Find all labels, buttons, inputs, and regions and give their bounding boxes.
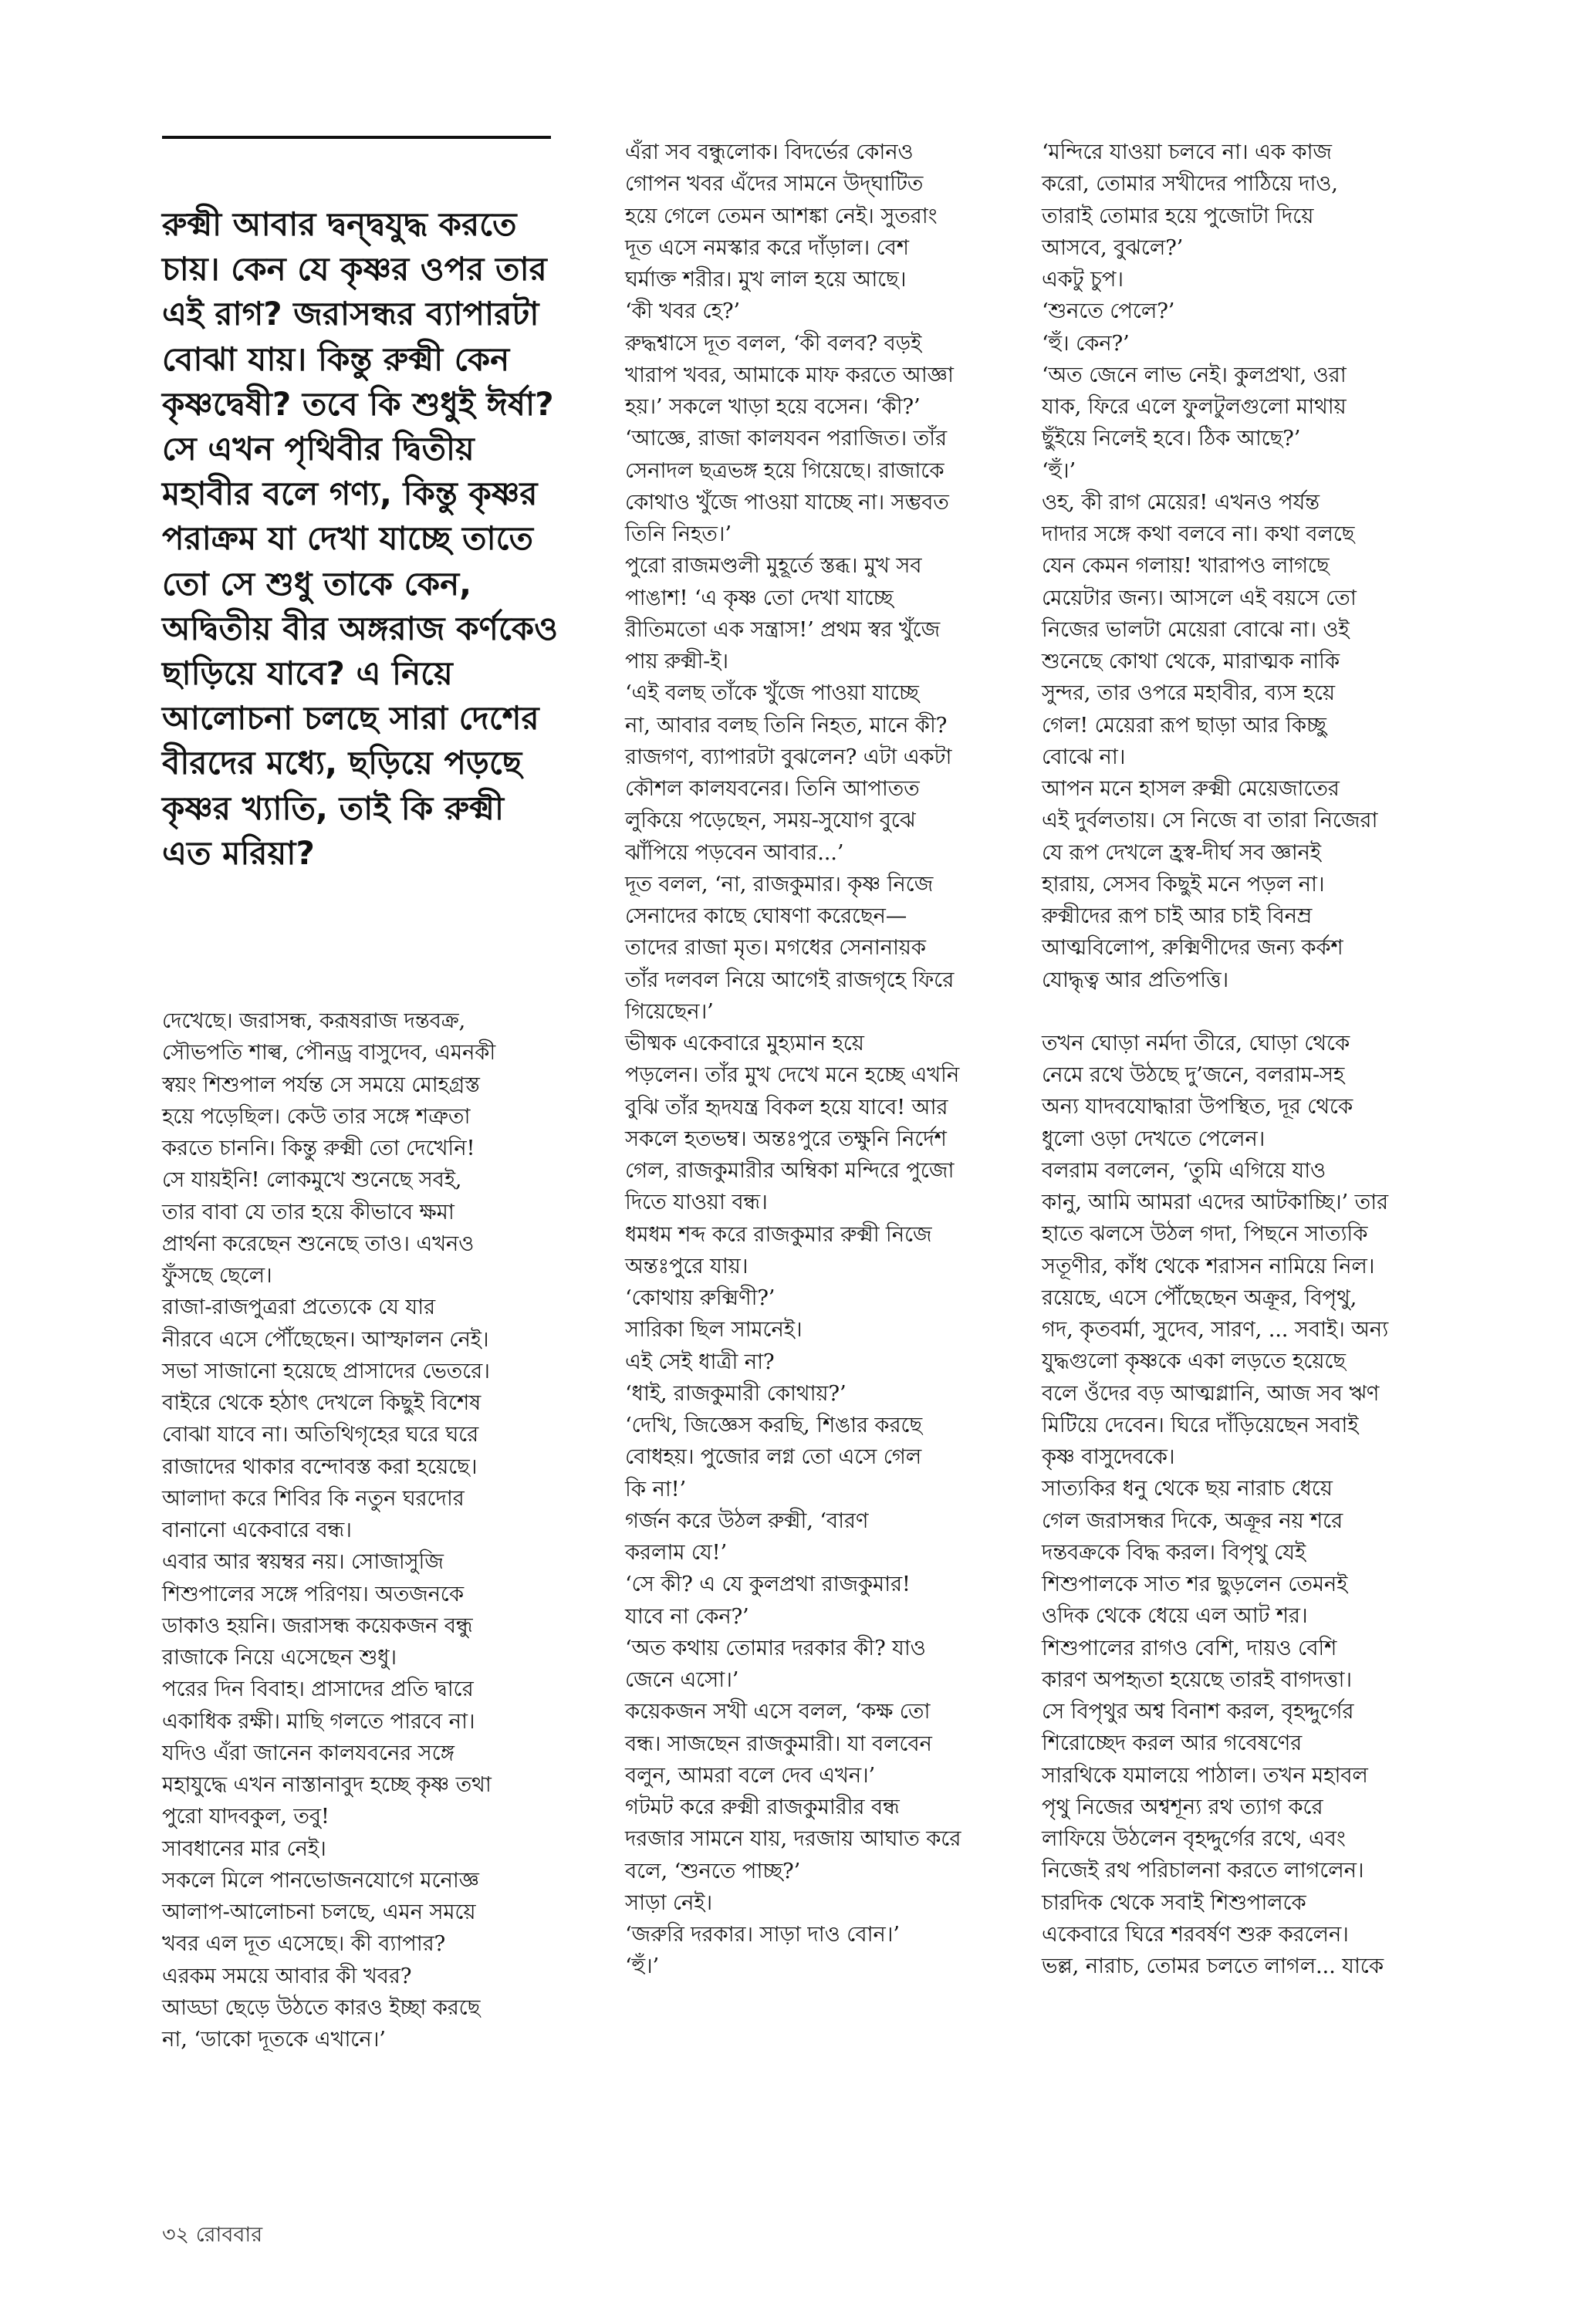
text-line: যেন কেমন গলায়! খারাপও লাগছে <box>1042 553 1330 579</box>
text-line: বীরদের মধ্যে, ছড়িয়ে পড়ছে <box>162 744 522 782</box>
text-line: গটমট করে রুক্মী রাজকুমারীর বন্ধ <box>625 1795 900 1819</box>
text-line: এবার আর স্বয়ম্বর নয়। সোজাসুজি <box>162 1549 444 1575</box>
text-line: ‘অত জেনে লাভ নেই। কুলপ্রথা, ওরা <box>1042 362 1347 387</box>
text-line: রাজগণ, ব্যাপারটা বুঝলেন? এটা একটা <box>625 744 952 769</box>
text-line: এঁরা সব বন্ধুলোক। বিদর্ভের কোনও <box>625 140 914 164</box>
text-line: ‘এই বলছ তাঁকে খুঁজে পাওয়া যাচ্ছে <box>625 681 919 706</box>
text-line: ডাকাও হয়নি। জরাসন্ধ কয়েকজন বন্ধু <box>162 1613 473 1638</box>
text-line: হাতে ঝলসে উঠল গদা, পিছনে সাত্যকি <box>1042 1221 1368 1247</box>
text-line: বোঝে না। <box>1042 744 1126 769</box>
article-column-3 <box>1042 137 1443 1982</box>
text-line: লুকিয়ে পড়েছেন, সময়-সুযোগ বুঝে <box>625 808 916 833</box>
text-line: দরজার সামনে যায়, দরজায় আঘাত করে <box>625 1826 961 1852</box>
text-line: সারথিকে যমালয়ে পাঠাল। তখন মহাবল <box>1042 1762 1368 1788</box>
text-line: আলাপ-আলোচনা চলছে, এমন সময়ে <box>162 1900 476 1924</box>
text-line: অন্য যাদবযোদ্ধারা উপস্থিত, দূর থেকে <box>1042 1094 1353 1120</box>
text-line: পাঙাশ! ‘এ কৃষ্ণ তো দেখা যাচ্ছে <box>625 585 894 610</box>
text-line: হয়।’ সকলে খাড়া হয়ে বসেন। ‘কী?’ <box>625 394 921 419</box>
text-line: দিতে যাওয়া বন্ধ। <box>625 1190 768 1215</box>
text-line: সাবধানের মার নেই। <box>162 1836 326 1861</box>
text-line: পায় রুক্মী-ই। <box>625 649 728 674</box>
text-line: বুঝি তাঁর হৃদযন্ত্র বিকল হয়ে যাবে! আর <box>625 1094 948 1120</box>
text-line: ছাড়িয়ে যাবে? এ নিয়ে <box>162 654 453 693</box>
text-line: খবর এল দূত এসেছে। কী ব্যাপার? <box>162 1931 446 1957</box>
text-line: তার বাবা যে তার হয়ে কীভাবে ক্ষমা <box>162 1199 455 1224</box>
text-line: রুদ্ধশ্বাসে দূত বলল, ‘কী বলব? বড়ই <box>625 330 922 356</box>
text-line: পুরো যাদবকুল, তবু! <box>162 1804 329 1829</box>
text-line: নীরবে এসে পৌঁছেছেন। আস্ফালন নেই। <box>162 1326 489 1352</box>
text-line: সেনাদের কাছে ঘোষণা করেছেন— <box>625 904 907 928</box>
text-line: রুক্মীদের রূপ চাই আর চাই বিনম্র <box>1042 904 1313 928</box>
text-line: পড়লেন। তাঁর মুখ দেখে মনে হচ্ছে এখনি <box>625 1062 960 1088</box>
text-line: যাবে না কেন?’ <box>625 1603 749 1629</box>
text-line: আড্ডা ছেড়ে উঠতে কারও ইচ্ছা করছে <box>162 1995 481 2020</box>
text-line: রাজাকে নিয়ে এসেছেন শুধু। <box>162 1645 397 1670</box>
text-line: বলে ওঁদের বড় আত্মগ্লানি, আজ সব ঋণ <box>1042 1380 1380 1406</box>
text-line: ‘ধাই, রাজকুমারী কোথায়?’ <box>625 1380 846 1406</box>
text-line: গদ, কৃতবর্মা, সুদেব, সারণ, ... সবাই। অন্য <box>1042 1317 1388 1342</box>
text-line: যোদ্ধৃত্ব আর প্রতিপত্তি। <box>1042 967 1229 992</box>
text-line: কৌশল কালযবনের। তিনি আপাতত <box>625 776 920 801</box>
text-line: ‘সে কী? এ যে কুলপ্রথা রাজকুমার! <box>625 1572 911 1597</box>
text-line: খারাপ খবর, আমাকে মাফ করতে আজ্ঞা <box>625 362 954 387</box>
text-line: ওদিক থেকে ধেয়ে এল আট শর। <box>1042 1603 1308 1629</box>
article-column-2 <box>625 137 1026 1983</box>
text-line: নিজের ভালটা মেয়েরা বোঝে না। ওই <box>1042 616 1350 642</box>
text-line: মহাবীর বলে গণ্য, কিন্তু কৃষ্ণর <box>162 475 538 513</box>
text-line: শিশুপালের রাগও বেশি, দায়ও বেশি <box>1042 1635 1337 1660</box>
text-line: গোপন খবর এঁদের সামনে উদ্‌ঘাটিত <box>625 171 924 197</box>
text-line: দন্তবক্রকে বিদ্ধ করল। বিপৃথু যেই <box>1042 1539 1306 1565</box>
text-line: এরকম সময়ে আবার কী খবর? <box>162 1963 412 1988</box>
text-line: ‘কী খবর হে?’ <box>625 299 740 324</box>
text-line: স্বয়ং শিশুপাল পর্যন্ত সে সময়ে মোহগ্রস্ত <box>162 1072 480 1097</box>
text-line: করলাম যে!’ <box>625 1540 728 1565</box>
text-line: ধমধম শব্দ করে রাজকুমার রুক্মী নিজে <box>625 1221 932 1247</box>
text-line: বলরাম বললেন, ‘তুমি এগিয়ে যাও <box>1042 1157 1326 1183</box>
text-line: আলাদা করে শিবির কি নতুন ঘরদোর <box>162 1485 465 1511</box>
text-line: রীতিমতো এক সন্ত্রাস!’ প্রথম স্বর খুঁজে <box>625 616 941 642</box>
text-line: সভা সাজানো হয়েছে প্রাসাদের ভেতরে। <box>162 1358 490 1383</box>
text-line: ‘মন্দিরে যাওয়া চলবে না। এক কাজ <box>1042 140 1332 164</box>
text-line: তাদের রাজা মৃত। মগধের সেনানায়ক <box>625 935 926 961</box>
text-line: ‘দেখি, জিজ্ঞেস করছি, শিঙার করছে <box>625 1413 922 1437</box>
text-line: সাড়া নেই। <box>625 1890 712 1915</box>
text-line: একটু চুপ। <box>1042 267 1124 292</box>
text-line: বানানো একেবারে বন্ধ। <box>162 1518 352 1542</box>
text-line: গেল! মেয়েরা রূপ ছাড়া আর কিচ্ছু <box>1042 712 1326 738</box>
text-line: ‘হুঁ। কেন?’ <box>1042 330 1130 356</box>
text-line: হয়ে গেলে তেমন আশঙ্কা নেই। সুতরাং <box>625 203 938 228</box>
text-line: ভীষ্মক একেবারে মুহ্যমান হয়ে <box>625 1031 864 1056</box>
text-line: কোথাও খুঁজে পাওয়া যাচ্ছে না। সম্ভবত <box>625 489 949 515</box>
text-line: কি না!’ <box>625 1476 687 1501</box>
text-line: মেয়েটার জন্য। আসলে এই বয়সে তো <box>1042 585 1357 610</box>
text-line: দেখেছে। জরাসন্ধ, করূষরাজ দন্তবক্র, <box>162 1008 466 1033</box>
text-line: সতূণীর, কাঁধ থেকে শরাসন নামিয়ে নিল। <box>1042 1253 1375 1279</box>
text-line: রাজাদের থাকার বন্দোবস্ত করা হয়েছে। <box>162 1454 478 1479</box>
text-line: সৌভপতি শাল্ব, পৌনড্র বাসুদেব, এমনকী <box>162 1040 496 1066</box>
text-line: আপন মনে হাসল রুক্মী মেয়েজাতের <box>1042 776 1340 801</box>
text-line: এই সেই ধাত্রী না? <box>625 1349 775 1374</box>
text-line: দূত বলল, ‘না, রাজকুমার। কৃষ্ণ নিজে <box>625 871 934 897</box>
text-line: গর্জন করে উঠল রুক্মী, ‘বারণ <box>625 1508 869 1533</box>
text-line: ‘আজ্ঞে, রাজা কালযবন পরাজিত। তাঁর <box>625 426 947 451</box>
text-line: সুন্দর, তার ওপরে মহাবীর, ব্যস হয়ে <box>1042 681 1335 706</box>
pull-quote <box>162 202 563 876</box>
text-line: করতে চাননি। কিন্তু রুক্মী তো দেখেনি! <box>162 1136 475 1160</box>
text-line: তো সে শুধু তাকে কেন, <box>162 564 472 603</box>
text-line: তিনি নিহত।’ <box>625 522 732 546</box>
text-line: ওহ, কী রাগ মেয়ের! এখনও পর্যন্ত <box>1042 489 1320 515</box>
text-line: বাইরে থেকে হঠাৎ দেখলে কিছুই বিশেষ <box>162 1390 482 1415</box>
text-line: ঘর্মাক্ত শরীর। মুখ লাল হয়ে আছে। <box>625 267 907 292</box>
text-line: শিরোচ্ছেদ করল আর গবেষণের <box>1042 1731 1303 1756</box>
text-line: না, ‘ডাকো দূতকে এখানে।’ <box>162 2027 386 2052</box>
article-column-1 <box>162 1005 563 2055</box>
text-line: না, আবার বলছ তিনি নিহত, মানে কী? <box>625 712 948 738</box>
text-line: লাফিয়ে উঠলেন বৃহদ্দুর্গের রথে, এবং <box>1042 1826 1346 1851</box>
text-line: নেমে রথে উঠছে দু’জনে, বলরাম-সহ <box>1042 1062 1345 1087</box>
text-line: কয়েকজন সখী এসে বলল, ‘কক্ষ তো <box>625 1699 931 1724</box>
text-line: রয়েছে, এসে পৌঁছেছেন অক্রূর, বিপৃথু, <box>1042 1285 1357 1310</box>
text-line: হয়ে পড়েছিল। কেউ তার সঙ্গে শত্রুতা <box>162 1103 471 1129</box>
text-line: প্রার্থনা করেছেন শুনেছে তাও। এখনও <box>162 1231 475 1256</box>
text-line: সকলে হতভম্ব। অন্তঃপুরে তক্ষুনি নির্দেশ <box>625 1126 947 1151</box>
text-line: ‘কোথায় রুক্মিণী?’ <box>625 1285 776 1310</box>
text-line: কৃষ্ণ বাসুদেবকে। <box>1042 1444 1175 1469</box>
text-line: এই রাগ? জরাসন্ধর ব্যাপারটা <box>162 295 539 333</box>
text-line: মিটিয়ে দেবেন। ঘিরে দাঁড়িয়েছেন সবাই <box>1042 1412 1359 1437</box>
text-line: একেবারে ঘিরে শরবর্ষণ শুরু করলেন। <box>1042 1921 1349 1947</box>
text-line: শুনেছে কোথা থেকে, মারাত্মক নাকি <box>1042 649 1340 674</box>
text-line: পরাক্রম যা দেখা যাচ্ছে তাতে <box>162 519 534 558</box>
text-line: যুদ্ধগুলো কৃষ্ণকে একা লড়তে হয়েছে <box>1042 1349 1346 1374</box>
text-line: আত্মবিলোপ, রুক্মিণীদের জন্য কর্কশ <box>1042 935 1343 961</box>
text-line: অন্তঃপুরে যায়। <box>625 1253 749 1279</box>
text-line: বোঝা যাবে না। অতিথিগৃহের ঘরে ঘরে <box>162 1422 479 1447</box>
text-line: ধুলো ওড়া দেখতে পেলেন। <box>1042 1126 1266 1151</box>
text-line: ‘শুনতে পেলে?’ <box>1042 299 1175 324</box>
text-line: বলুন, আমরা বলে দেব এখন।’ <box>625 1762 876 1788</box>
text-line: ‘হুঁ।’ <box>1042 458 1076 483</box>
text-line: ছুঁইয়ে নিলেই হবে। ঠিক আছে?’ <box>1042 426 1301 451</box>
text-line: কৃষ্ণর খ্যাতি, তাই কি রুক্মী <box>162 789 504 827</box>
text-line: গিয়েছেন।’ <box>625 998 714 1024</box>
text-line: বোঝা যায়। কিন্তু রুক্মী কেন <box>162 339 510 378</box>
text-line: পরের দিন বিবাহ। প্রাসাদের প্রতি দ্বারে <box>162 1677 474 1702</box>
text-line: সেনাদল ছত্রভঙ্গ হয়ে গিয়েছে। রাজাকে <box>625 458 944 483</box>
text-line: পুরো রাজমণ্ডলী মুহূর্তে স্তব্ধ। মুখ সব <box>625 553 922 579</box>
text-line: ভল্ল, নারাচ, তোমর চলতে লাগল... যাকে <box>1042 1954 1384 1978</box>
text-line: গেল, রাজকুমারীর অম্বিকা মন্দিরে পুজো <box>625 1158 955 1183</box>
text-line: করো, তোমার সখীদের পাঠিয়ে দাও, <box>1042 171 1338 197</box>
text-line: যে রূপ দেখলে হ্রস্ব-দীর্ঘ সব জ্ঞানই <box>1042 839 1321 865</box>
top-rule <box>162 136 551 139</box>
text-line: চায়। কেন যে কৃষ্ণর ওপর তার <box>162 250 547 289</box>
text-line: বোধহয়। পুজোর লগ্ন তো এসে গেল <box>625 1444 922 1470</box>
page-footer-folio: ৩২ রোববার <box>162 2223 263 2247</box>
text-line: কানু, আমি আমরা এদের আটকাচ্ছি।’ তার <box>1042 1190 1388 1214</box>
text-line: মহাযুদ্ধে এখন নাস্তানাবুদ হচ্ছে কৃষ্ণ তথা <box>162 1772 492 1797</box>
text-line: তাঁর দলবল নিয়ে আগেই রাজগৃহে ফিরে <box>625 967 955 992</box>
text-line: সকলে মিলে পানভোজনযোগে মনোজ্ঞ <box>162 1867 479 1893</box>
text-line: এত মরিয়া? <box>162 833 315 872</box>
text-line: পৃথু নিজের অশ্বশূন্য রথ ত্যাগ করে <box>1042 1794 1323 1819</box>
text-line: কৃষ্ণদ্বেষী? তবে কি শুধুই ঈর্ষা? <box>162 384 554 423</box>
text-line: আলোচনা চলছে সারা দেশের <box>162 699 539 738</box>
text-line: গেল জরাসন্ধর দিকে, অক্রূর নয় শরে <box>1042 1508 1343 1533</box>
text-line: ‘হুঁ।’ <box>625 1954 660 1979</box>
text-line: যাক, ফিরে এলে ফুলটুলগুলো মাথায় <box>1042 394 1347 419</box>
text-line: সারিকা ছিল সামনেই। <box>625 1317 803 1343</box>
text-line: বলে, ‘শুনতে পাচ্ছ?’ <box>625 1858 801 1883</box>
text-line: জেনে এসো।’ <box>625 1667 739 1692</box>
text-line: শিশুপালকে সাত শর ছুড়লেন তেমনই <box>1042 1572 1348 1596</box>
text-line: তখন ঘোড়া নর্মদা তীরে, ঘোড়া থেকে <box>1042 1030 1350 1056</box>
text-line: কারণ অপহৃতা হয়েছে তারই বাগদত্তা। <box>1042 1667 1352 1692</box>
text-line: নিজেই রথ পরিচালনা করতে লাগলেন। <box>1042 1858 1364 1883</box>
text-line: দূত এসে নমস্কার করে দাঁড়াল। বেশ <box>625 235 909 260</box>
text-line: ঝাঁপিয়ে পড়বেন আবার...’ <box>625 839 844 865</box>
paragraph-gap <box>1042 996 1443 1028</box>
text-line: দাদার সঙ্গে কথা বলবে না। কথা বলছে <box>1042 522 1355 546</box>
text-line: এই দুর্বলতায়। সে নিজে বা তারা নিজেরা <box>1042 808 1378 833</box>
text-line: অদ্বিতীয় বীর অঙ্গরাজ কর্ণকেও <box>162 609 559 647</box>
text-line: সে বিপৃথুর অশ্ব বিনাশ করল, বৃহদ্দুর্গের <box>1042 1699 1354 1724</box>
text-line: সে এখন পৃথিবীর দ্বিতীয় <box>162 430 475 468</box>
text-line: আসবে, বুঝলে?’ <box>1042 235 1184 260</box>
text-line: যদিও এঁরা জানেন কালযবনের সঙ্গে <box>162 1740 455 1765</box>
text-line: রাজা-রাজপুত্ররা প্রত্যেকে যে যার <box>162 1295 435 1320</box>
text-line: সে যায়ইনি! লোকমুখে শুনেছে সবই, <box>162 1167 462 1193</box>
text-line: হারায়, সেসব কিছুই মনে পড়ল না। <box>1042 871 1325 897</box>
text-line: সাত্যকির ধনু থেকে ছয় নারাচ ধেয়ে <box>1042 1476 1333 1501</box>
text-line: একাধিক রক্ষী। মাছি গলতে পারবে না। <box>162 1708 475 1734</box>
text-line: তারাই তোমার হয়ে পুজোটা দিয়ে <box>1042 203 1314 228</box>
text-line: ‘অত কথায় তোমার দরকার কী? যাও <box>625 1635 926 1660</box>
text-line: চারদিক থেকে সবাই শিশুপালকে <box>1042 1890 1306 1915</box>
text-line: ফুঁসছে ছেলে। <box>162 1263 272 1288</box>
text-line: ‘জরুরি দরকার। সাড়া দাও বোন।’ <box>625 1922 900 1947</box>
text-line: রুক্মী আবার দ্বন্দ্বযুদ্ধ করতে <box>162 205 517 243</box>
text-line: বন্ধ। সাজছেন রাজকুমারী। যা বলবেন <box>625 1731 932 1756</box>
text-line: শিশুপালের সঙ্গে পরিণয়। অতজনকে <box>162 1581 464 1606</box>
